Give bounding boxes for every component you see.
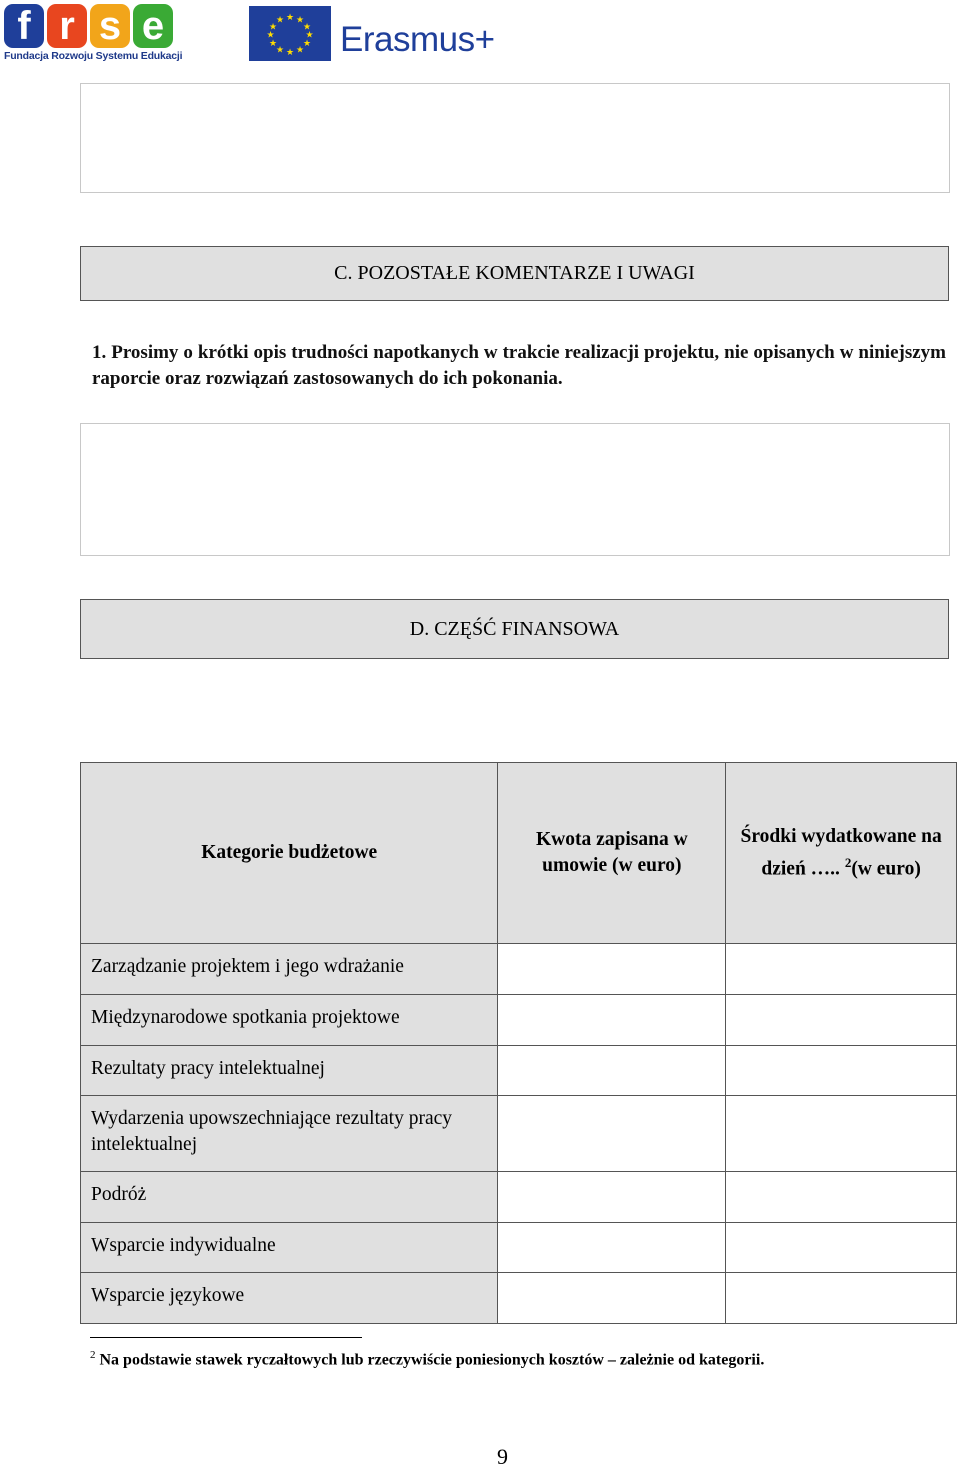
row-label-project-management: Zarządzanie projektem i jego wdrażanie: [81, 944, 498, 995]
table-row: [81, 1096, 957, 1172]
frse-letter-e: e: [133, 4, 173, 48]
section-c-header: [80, 246, 949, 301]
frse-letter-r: r: [47, 4, 87, 48]
row-label-international-meetings: Międzynarodowe spotkania projektowe: [81, 995, 498, 1046]
cell-contract-amount[interactable]: [498, 944, 726, 995]
header-budget-categories: [81, 763, 498, 944]
question-1: 1. Prosimy o krótki opis trudności napotkanych w trakcie realizacji projektu, nie opisanych w niniejszym raporcie oraz rozwiązań zastosowanych do ich pokonania.: [92, 342, 946, 389]
footnote-number: 2: [90, 1349, 96, 1361]
table-row: [81, 1046, 957, 1096]
section-c-title: C. POZOSTAŁE KOMENTARZE I UWAGI: [334, 262, 695, 284]
footnote-ref-2: 2: [844, 854, 852, 870]
table-row: [81, 944, 957, 995]
table-row: [81, 1223, 957, 1273]
svg-text:★: ★: [305, 30, 314, 41]
row-label-individual-support: Wsparcie indywidualne: [81, 1223, 498, 1273]
frse-letter-s: s: [90, 4, 130, 48]
table-header-row: [81, 763, 957, 944]
table-row: [81, 1172, 957, 1223]
section-d-title: D. CZĘŚĆ FINANSOWA: [409, 617, 620, 640]
svg-text:★: ★: [295, 45, 305, 56]
erasmus-logo-text: Erasmus+: [340, 20, 495, 59]
svg-text:★: ★: [302, 39, 312, 49]
footnote: [90, 1349, 764, 1369]
svg-text:★: ★: [295, 15, 305, 26]
budget-table: [80, 762, 957, 1324]
cell-spent-funds[interactable]: [726, 1096, 957, 1172]
cell-spent-funds[interactable]: [726, 1172, 957, 1223]
svg-text:★: ★: [275, 15, 285, 26]
answer-box-previous[interactable]: [80, 83, 950, 193]
table-row: [81, 995, 957, 1046]
svg-text:★: ★: [275, 45, 285, 56]
cell-spent-funds[interactable]: [726, 1273, 957, 1324]
cell-contract-amount[interactable]: [498, 1172, 726, 1223]
svg-text:★: ★: [268, 22, 278, 33]
footnote-separator: [90, 1337, 362, 1338]
svg-text:★: ★: [266, 30, 275, 41]
header-budget-categories-label: Kategorie budżetowe: [201, 842, 378, 863]
frse-letter-f: f: [4, 4, 44, 48]
header-spent-funds-label: Środki wydatkowane na dzień …..: [740, 825, 942, 880]
cell-contract-amount[interactable]: [498, 1096, 726, 1172]
header-contract-amount-label: Kwota zapisana w umowie (w euro): [535, 829, 688, 876]
eu-flag-icon: [249, 6, 331, 61]
cell-contract-amount[interactable]: [498, 1223, 726, 1273]
svg-text:★: ★: [268, 39, 278, 49]
cell-spent-funds[interactable]: [726, 1046, 957, 1096]
row-label-travel: Podróż: [81, 1172, 498, 1223]
cell-spent-funds[interactable]: [726, 944, 957, 995]
header-spent-funds: [726, 763, 957, 944]
header-spent-funds-unit: (w euro): [851, 858, 921, 880]
cell-contract-amount[interactable]: [498, 995, 726, 1046]
svg-text:★: ★: [285, 48, 295, 58]
footnote-text: Na podstawie stawek ryczałtowych lub rzeczywiście poniesionych kosztów – zależnie od kategorii.: [95, 1351, 765, 1369]
cell-contract-amount[interactable]: [498, 1046, 726, 1096]
frse-logo: [4, 4, 183, 66]
svg-text:★: ★: [302, 22, 312, 33]
section-d-header: [80, 599, 949, 659]
frse-subtitle: Fundacja Rozwoju Systemu Edukacji: [4, 50, 183, 62]
row-label-intellectual-outputs: Rezultaty pracy intelektualnej: [81, 1046, 498, 1096]
cell-spent-funds[interactable]: [726, 995, 957, 1046]
header-contract-amount: [498, 763, 726, 944]
row-label-multiplier-events: Wydarzenia upowszechniające rezultaty pracy intelektualnej: [81, 1096, 498, 1172]
table-row: [81, 1273, 957, 1324]
cell-contract-amount[interactable]: [498, 1273, 726, 1324]
answer-box-question-1[interactable]: [80, 423, 950, 556]
row-label-language-support: Wsparcie językowe: [81, 1273, 498, 1324]
cell-spent-funds[interactable]: [726, 1223, 957, 1273]
svg-text:★: ★: [285, 13, 295, 23]
page-number: 9: [497, 1444, 508, 1469]
